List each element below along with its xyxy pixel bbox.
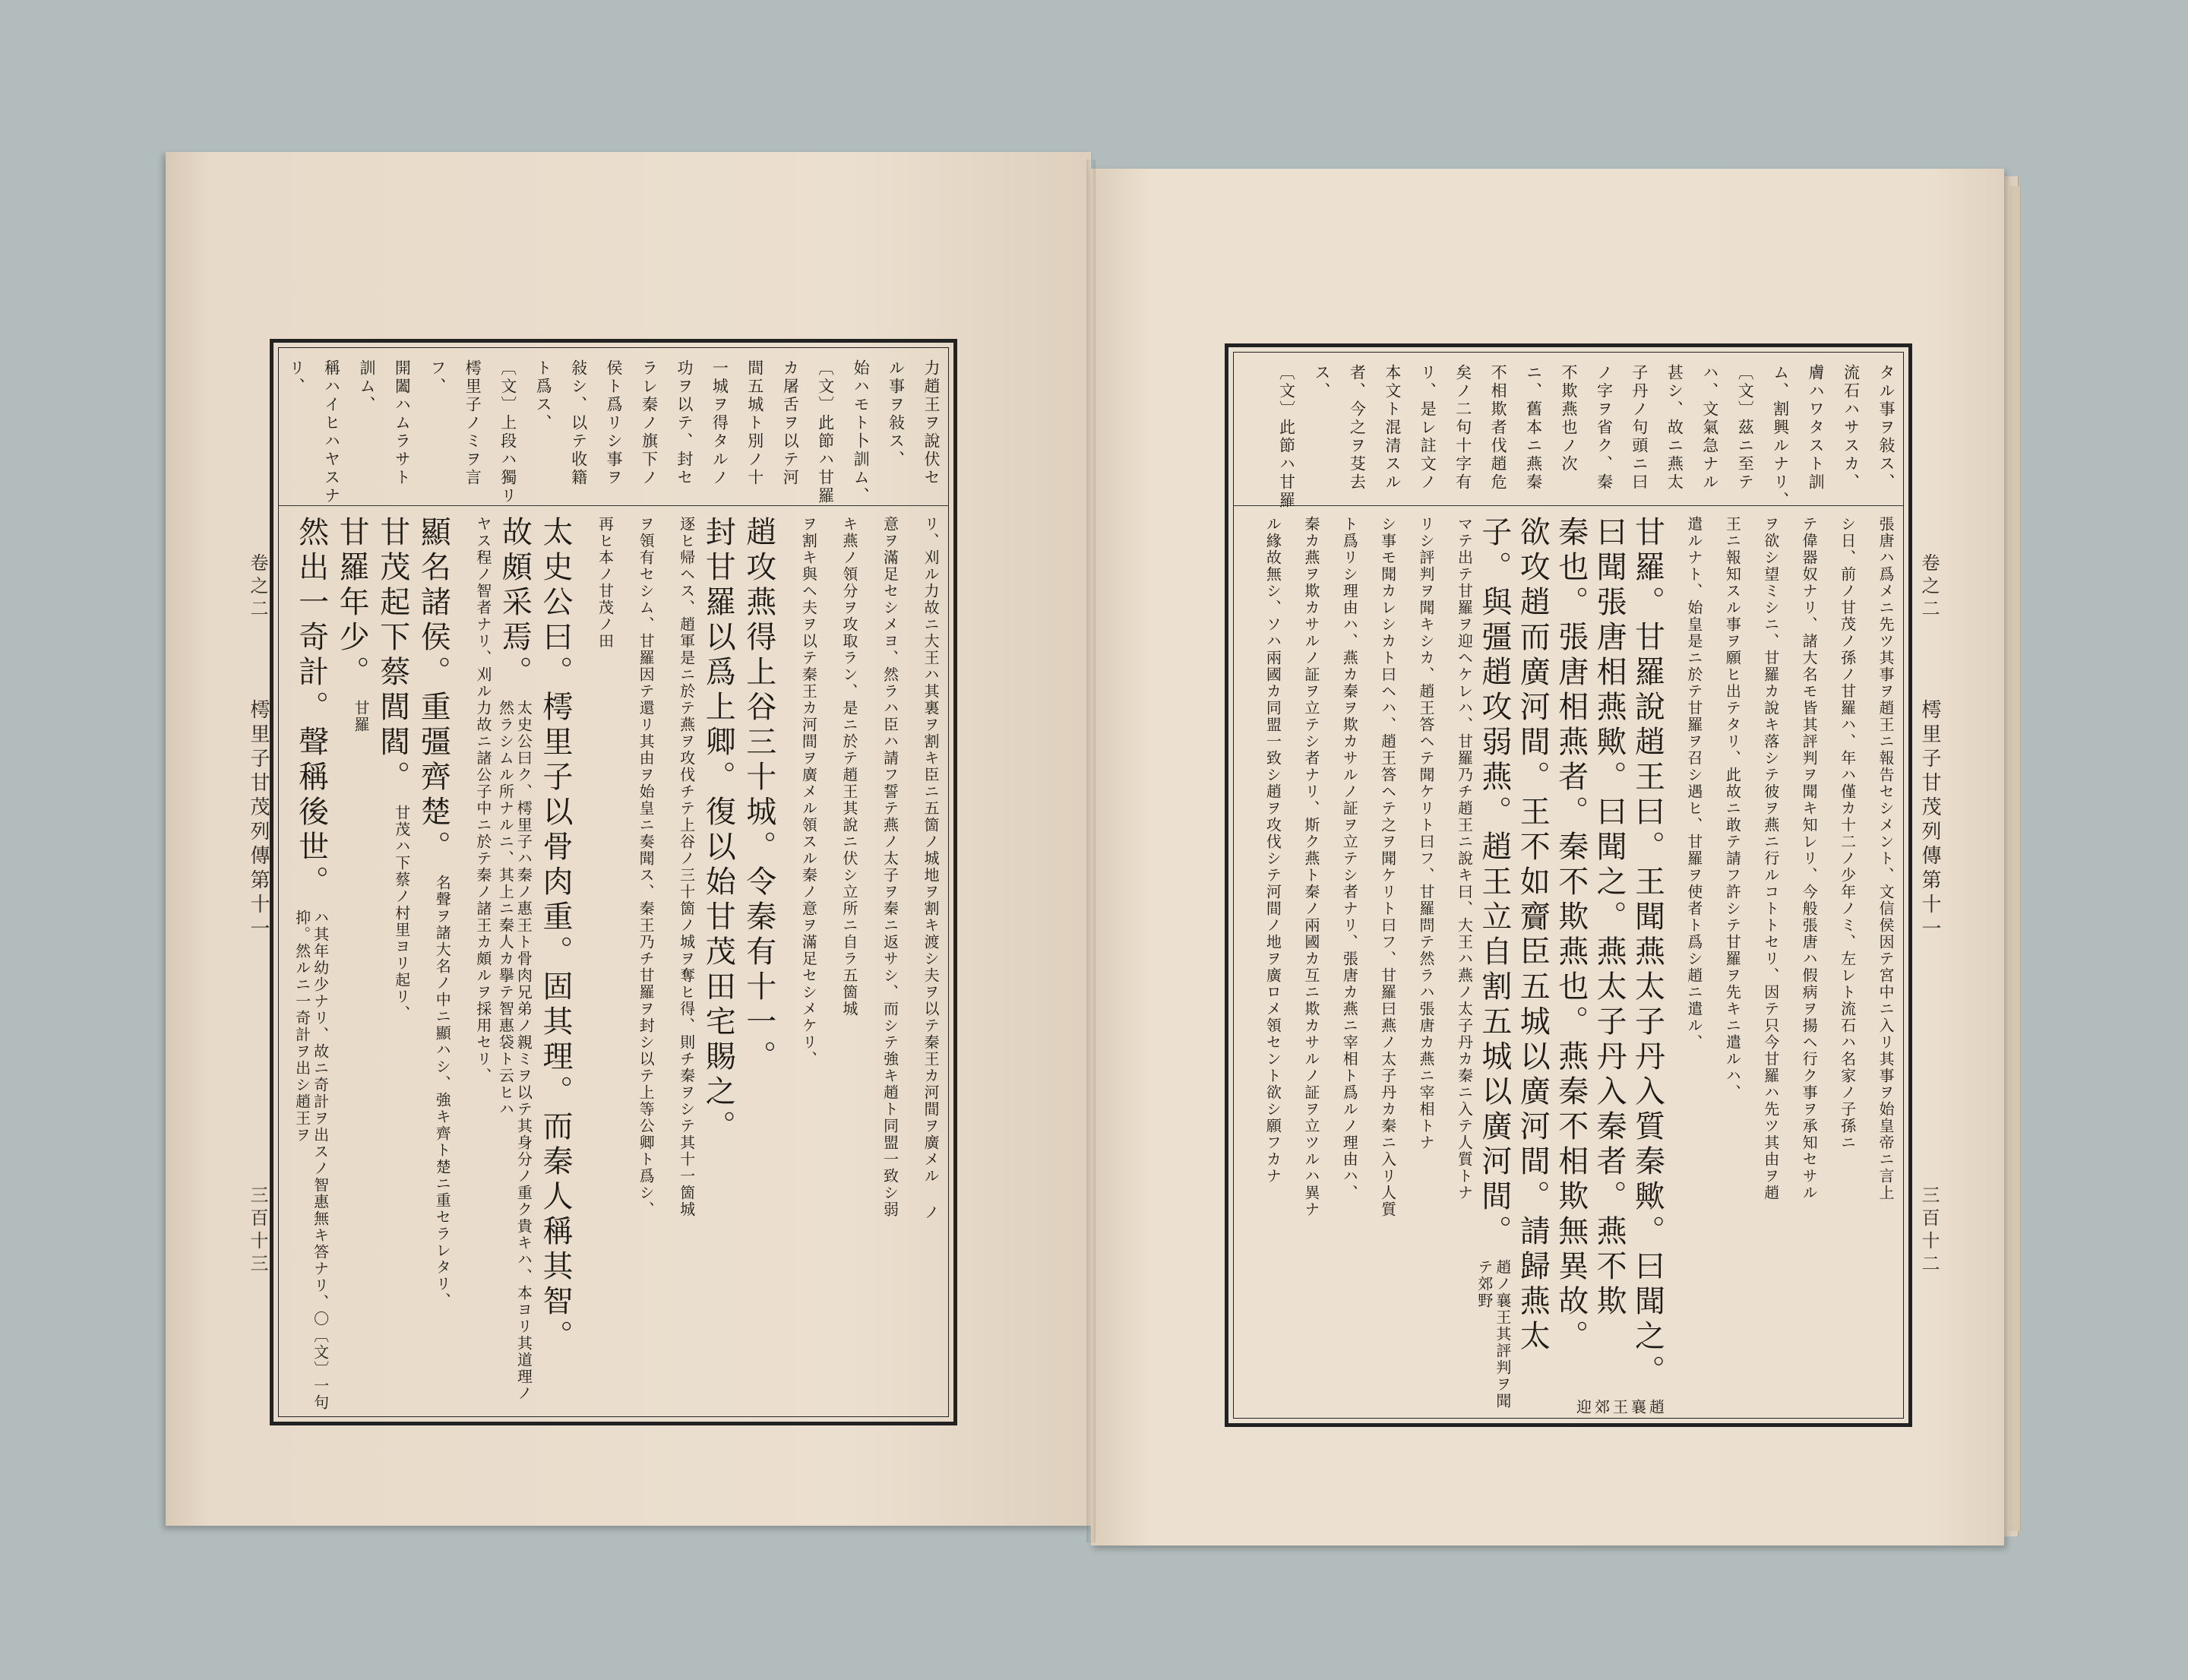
- header-divider: [278, 505, 949, 506]
- text-column: [495, 516, 536, 1413]
- text-column: [1821, 516, 1859, 1414]
- annotation-text: 甘羅: [352, 700, 371, 733]
- upper-note-line: 侯ト爲リシ事ヲ: [605, 359, 624, 487]
- text-column: [1668, 516, 1706, 1414]
- upper-note-line: ニ、舊本ニ燕秦: [1524, 364, 1543, 492]
- text-column: [862, 516, 903, 1413]
- margin-chapter-title: 樗里子甘茂列傳第十一: [247, 699, 270, 942]
- left-text-frame: [270, 339, 957, 1425]
- text-column: [373, 516, 414, 1413]
- annotation-text: マテ出テ甘羅ヲ迎ヘケレハ、甘羅乃チ趙王ニ說キ曰、大王ハ燕ノ太子丹カ秦ニ入テ人質トナ: [1455, 516, 1474, 1201]
- annotation-text: リシ評判ヲ聞キシカ、趙王答ヘテ聞ケリト曰フ、甘羅問テ然ラハ張唐カ燕ニ宰相トナ: [1417, 516, 1436, 1151]
- upper-note-line: 子丹ノ句頭ニ曰: [1630, 364, 1649, 492]
- upper-note-line: 流石ハサスカ、: [1842, 364, 1861, 492]
- text-column: [1515, 516, 1553, 1414]
- upper-note-line: 〔文〕茲ニ至テ: [1736, 364, 1755, 492]
- text-column: [618, 516, 659, 1413]
- upper-note-line: ハ、文氣急ナル: [1700, 364, 1719, 492]
- annotation-text: ル緣故無シ、ソハ兩國カ同盟一致シ趙ヲ攻伐シテ河間ノ地ヲ廣ロメ領セント欲シ願フカナ: [1263, 516, 1282, 1185]
- upper-note-line: 功ヲ以テ、封セ: [675, 359, 694, 487]
- upper-note-line: ラレ秦ノ旗下ノ: [640, 359, 659, 487]
- upper-note-line: ス、: [1312, 364, 1331, 400]
- annotation-text: ト爲リシ理由ハ、燕カ秦ヲ欺カサルノ証ヲ立テシ者ナリ、張唐カ燕ニ宰相ト爲ルノ理由ハ、: [1340, 516, 1359, 1201]
- text-column: [658, 516, 699, 1413]
- text-column: [454, 516, 495, 1413]
- annotation-text: 趙ノ襄王其評判ヲ聞テ郊野: [1475, 1259, 1512, 1409]
- annotation-text: リ、刈ル力故ニ大王ハ其裏ヲ割キ臣ニ五箇ノ城地ヲ割キ渡シ夫ヲ以テ秦王カ河間ヲ廣メル ノ: [922, 516, 940, 1221]
- main-text: 甘羅。甘羅說趙王曰。王聞燕太子丹入質秦歟。曰聞之。: [1630, 516, 1665, 1390]
- upper-note-line: 敍シ、以テ收籍: [569, 359, 588, 487]
- annotation-text: 名聲ヲ諸大名ノ中ニ顯ハシ、強キ齊ト楚ニ重セラレタリ、: [433, 875, 452, 1309]
- text-column: [292, 516, 333, 1413]
- upper-note-line: カ屠舌ヲ以テ河: [781, 359, 800, 487]
- annotation-text: ヲ欲シ望ミシニ、甘羅カ說キ落シテ彼ヲ燕ニ行ルコトトセリ、因テ只今甘羅ハ先ツ其由ヲ趙: [1761, 516, 1780, 1201]
- upper-note-line: 力趙王ヲ說伏セ: [922, 359, 941, 487]
- annotation-text: 遣ルナト、始皇是ニ於テ甘羅ヲ召シ遇ヒ、甘羅ヲ使者ト爲シ趙ニ遣ル、: [1684, 516, 1703, 1051]
- upper-note-line: 膚ハワタスト訓: [1807, 364, 1826, 492]
- text-column: [1438, 516, 1476, 1414]
- upper-note-line: ム、割興ルナリ、: [1771, 364, 1790, 510]
- main-text: 曰聞張唐相燕歟。曰聞之。燕太子丹入秦者。燕不欺: [1592, 516, 1627, 1320]
- main-text: 甘羅年少。: [334, 516, 370, 691]
- main-text: 秦也。張唐相燕者。秦不欺燕也。燕秦不相欺無異故。: [1553, 516, 1589, 1355]
- upper-note-line: 不欺燕也ノ次: [1560, 364, 1579, 473]
- main-text: 故頗采焉。: [497, 516, 533, 691]
- annotation-text: ヲ領有セシム、甘羅因テ還リ其由ヲ始皇ニ奏聞ス、秦王乃チ甘羅ヲ封シ以テ上等公卿ト爲シ、: [637, 516, 656, 1218]
- upper-note-line: タル事ヲ敍ス、: [1877, 364, 1896, 492]
- text-column: [577, 516, 618, 1413]
- upper-note-line: フ、: [428, 359, 447, 396]
- text-column: [1783, 516, 1821, 1414]
- text-column: [739, 516, 780, 1413]
- upper-note-line: リ、: [287, 359, 306, 396]
- upper-note-line: リ、是レ註文ノ: [1418, 364, 1437, 492]
- annotation-text: ヲ割キ與ヘ夫ヲ以テ秦王カ河間ヲ廣メル領スル秦ノ意ヲ滿足セシメケリ、: [799, 516, 818, 1068]
- text-column: [1247, 516, 1285, 1414]
- upper-note-line: 間五城ト別ノ十: [745, 359, 764, 487]
- annotation-text: 意ヲ滿足セシメヨ、然ラハ臣ハ請フ誓テ燕ノ太子ヲ秦ニ返サシ、而シテ強キ趙ト同盟一致シ弱: [881, 516, 900, 1218]
- upper-note-line: 不相欺者伐趙危: [1489, 364, 1508, 492]
- main-text: 甘茂起下蔡閭閻。: [375, 516, 410, 796]
- page-edges: [2009, 186, 2021, 1531]
- annotation-text: 太史公曰ク、樗里子ハ秦ノ惠王ト骨肉兄弟ノ親ミヲ以テ其身分ノ重ク貴キハ、本ヨリ其道理ノ然ラシムル所ナルニ、其上ニ秦人カ擧テ智惠袋ト云ヒハ: [496, 700, 533, 1402]
- annotation-text: 秦カ燕ヲ欺カサルノ証ヲ立テシ者ナリ、斯ク燕ト秦ノ兩國カ互ニ欺カサルノ証ヲ立ツルハ異ナ: [1301, 516, 1320, 1218]
- text-column: [780, 516, 821, 1413]
- upper-note-line: 〔文〕上段ハ獨リ: [498, 359, 517, 505]
- main-text: 太史公曰。樗里子以骨肉重。固其理。而秦人稱其智。: [537, 516, 573, 1355]
- annotation-text: ヤス程ノ智者ナリ、刈ル力故ニ諸公子中ニ於テ秦ノ諸王カ頗ルヲ採用セリ、: [473, 516, 492, 1084]
- text-column: [1361, 516, 1399, 1414]
- upper-note-line: ト爲ス、: [534, 359, 553, 432]
- text-column: [1553, 516, 1591, 1414]
- text-column: [1476, 516, 1514, 1414]
- annotation-text: キ燕ノ領分ヲ攻取ラン、是ニ於テ趙王其說ニ伏シ立所ニ自ラ五箇城: [839, 516, 858, 1017]
- margin-chapter-title: 樗里子甘茂列傳第十一: [1918, 699, 1941, 942]
- annotation-text: ハ其年幼少ナリ、故ニ奇計ヲ出スノ智惠無キ答ナリ、〇〔文〕一句抑。然ルニ一奇計ヲ出シ趙王ヲ: [292, 910, 330, 1411]
- main-text: 封甘羅以爲上卿。復以始甘茂田宅賜之。: [700, 516, 736, 1145]
- text-column: [414, 516, 455, 1413]
- book-gutter: [1086, 160, 1096, 1542]
- upper-note-line: 始ハモト卜訓ム、: [852, 359, 871, 505]
- annotation-text: 逐ヒ帰ヘス、趙軍是ニ於テ燕ヲ攻伐チテ上谷ノ三十箇ノ城ヲ奪ヒ得、則チ秦ヲシテ其十一箇城: [677, 516, 696, 1218]
- annotation-text: 趙襄王郊迎: [1573, 1399, 1665, 1416]
- header-divider: [1233, 505, 1904, 506]
- annotation-text: 張唐ハ爲メニ先ツ其事ヲ趙王ニ報告セシメント、文信侯因テ宮中ニ入リ其事ヲ始皇帝ニ言上: [1876, 516, 1895, 1201]
- upper-note-line: ル事ヲ敍ス、: [887, 359, 906, 469]
- right-text-frame: [1225, 343, 1912, 1427]
- text-column: [1744, 516, 1782, 1414]
- upper-note-line: 樗里子ノミヲ言: [463, 359, 482, 487]
- text-column: [1285, 516, 1323, 1414]
- annotation-text: 再ヒ本ノ甘茂ノ田: [596, 516, 615, 650]
- upper-note-line: 稱ハイヒハヤスナ: [322, 359, 341, 505]
- annotation-text: 甘茂ハ下蔡ノ村里ヨリ起リ、: [392, 805, 411, 1022]
- upper-note-line: 本文ト混清スル: [1383, 364, 1402, 492]
- main-text: 顯名諸侯。重彊齊楚。: [416, 516, 451, 865]
- text-column: [333, 516, 374, 1413]
- page-number: 三百十二: [1918, 1185, 1940, 1277]
- upper-note-line: 〔文〕此節ハ甘羅: [1277, 364, 1296, 510]
- main-text: 然出一奇計。聲稱後世。: [293, 516, 329, 900]
- upper-note-line: 開闔ハムラサト: [393, 359, 412, 487]
- text-column: [1592, 516, 1630, 1414]
- main-text: 趙攻燕得上谷三十城。令秦有十一。: [741, 516, 776, 1075]
- page-number: 三百十三: [247, 1185, 268, 1277]
- margin-volume-title: 卷之二: [247, 553, 268, 622]
- upper-note-line: 矣ノ二句十字有: [1453, 364, 1472, 492]
- upper-note-line: 甚シ、故ニ燕太: [1665, 364, 1684, 492]
- text-column: [1323, 516, 1361, 1414]
- text-column: [1400, 516, 1438, 1414]
- main-text: 子。與彊趙攻弱燕。趙王立自割五城以廣河間。: [1476, 516, 1512, 1250]
- annotation-text: テ偉器奴ナリ、諸大名モ皆其評判ヲ聞キ知レリ、今般張唐ハ假病ヲ揚ヘ行ク事ヲ承知セサル: [1800, 516, 1819, 1201]
- text-column: [902, 516, 943, 1413]
- upper-note-line: ノ字ヲ省ク、秦: [1595, 364, 1614, 492]
- annotation-text: シ日、前ノ甘茂ノ孫ノ甘羅ハ、年ハ僅カ十二ノ少年ノミ、左レト流石ハ名家ノ子孫ニ: [1838, 516, 1857, 1151]
- upper-note-line: 訓ム、: [357, 359, 376, 414]
- text-column: [536, 516, 577, 1413]
- text-column: [1860, 516, 1898, 1414]
- upper-note-line: 〔文〕此節ハ甘羅: [816, 359, 835, 505]
- margin-volume-title: 卷之二: [1918, 553, 1940, 622]
- main-text: 欲攻趙而廣河間。王不如齎臣五城以廣河間。請歸燕太: [1515, 516, 1551, 1355]
- annotation-text: シ事モ聞カレシカト曰ヘハ、趙王答ヘテ之ヲ聞ケリト曰フ、甘羅曰燕ノ太子丹カ秦ニ入リ人質: [1378, 516, 1397, 1218]
- upper-note-line: 者、今之ヲ芟去: [1348, 364, 1367, 492]
- annotation-text: 王ニ報知スル事ヲ願ヒ出テタリ、此故ニ敢テ請フ許シテ甘羅ヲ先キニ遣ルハ、: [1723, 516, 1742, 1101]
- text-column: [699, 516, 740, 1413]
- text-column: [1706, 516, 1744, 1414]
- text-column: [820, 516, 862, 1413]
- upper-note-line: 一城ヲ得タルノ: [710, 359, 729, 487]
